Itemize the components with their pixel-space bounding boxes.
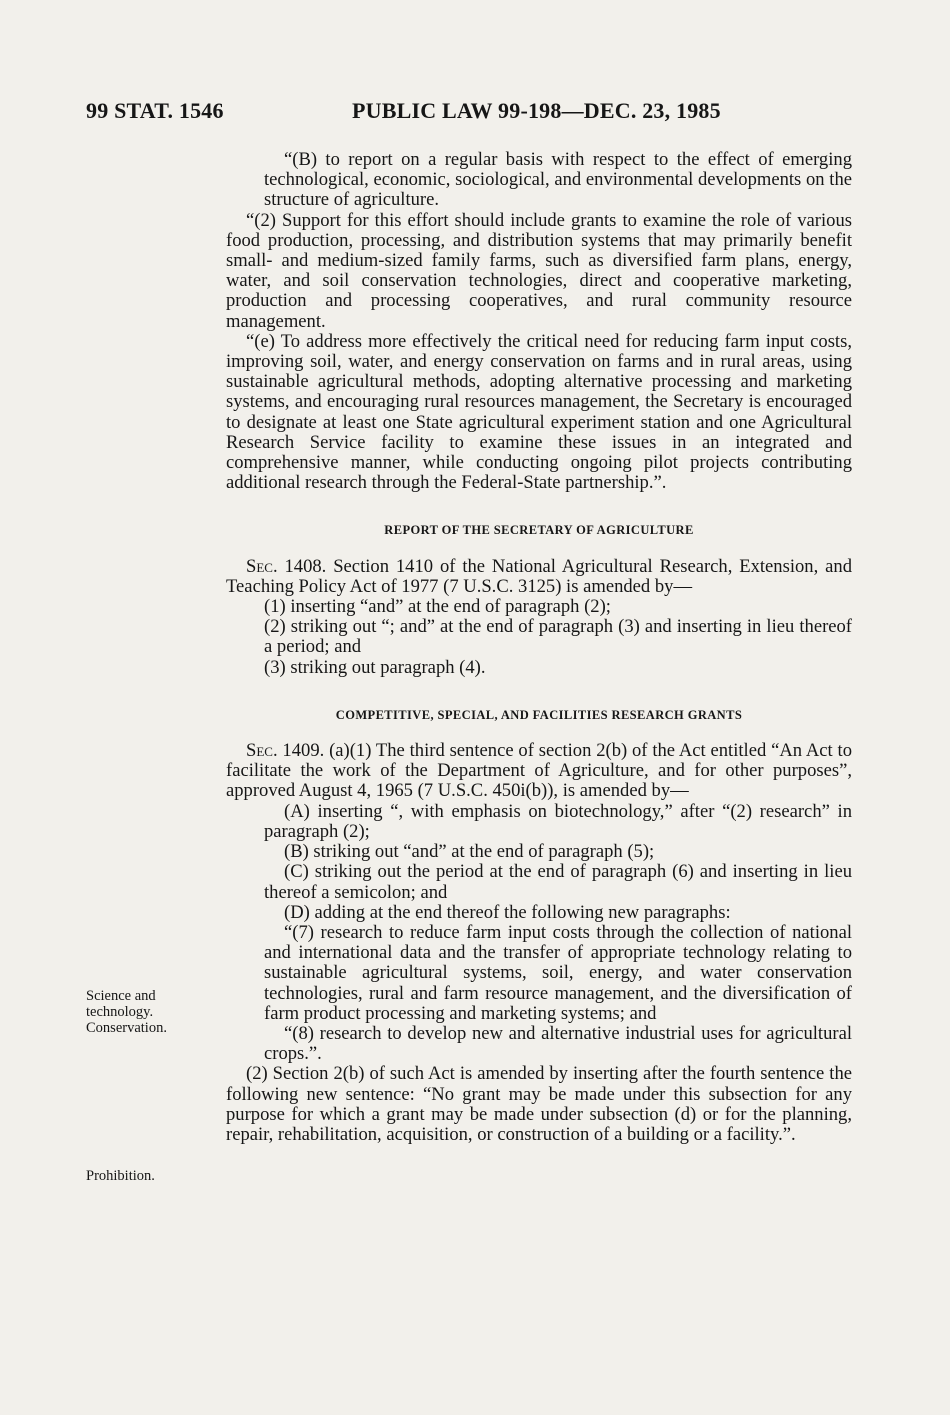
- body-text: [226, 150, 852, 1145]
- section-label: Sec.: [246, 555, 278, 577]
- running-header-title: PUBLIC LAW 99-198—DEC. 23, 1985: [352, 98, 721, 123]
- section-1409-heading: COMPETITIVE, SPECIAL, AND FACILITIES RESEARCH GRANTS: [335, 707, 743, 722]
- list-item: (3) striking out paragraph (4).: [264, 656, 486, 678]
- list-item: (C) striking out the period at the end of paragraph (6) and inserting in lieu thereof a semicolon; and: [264, 861, 852, 903]
- list-item: (A) inserting “, with emphasis on biotechnology,” after “(2) research” in paragraph (2);: [264, 800, 852, 842]
- paragraph-b: “(B) to report on a regular basis with respect to the effect of emerging technological, economic, sociological, and environmental developments on the structure of agriculture.: [264, 149, 852, 211]
- margin-note-science: [86, 988, 167, 1036]
- margin-note-prohibition: Prohibition.: [86, 1168, 155, 1184]
- margin-note-line: Conservation.: [86, 1020, 167, 1036]
- margin-note-line: Science and: [86, 988, 156, 1004]
- section-1408-intro: [226, 557, 852, 597]
- paragraph-2: “(2) Support for this effort should include grants to examine the role of various food production, processing, and distribution systems that may primarily benefit small- and medium-sized family farms, such as diversified farm plans, energy, water, and soil conservation technologies, direct and cooperative marketing, production and processing cooperatives, and rural community resource management.: [226, 209, 852, 332]
- section-1409-text: 1409. (a)(1) The third sentence of section 2(b) of the Act entitled “An Act to facilitate the work of the Department of Agriculture, and for other purposes”, approved August 4, 1965 (7 U.S.C. 450i(b)), is amended by—: [226, 740, 852, 802]
- section-1408-text: 1408. Section 1410 of the National Agricultural Research, Extension, and Teaching Policy Act of 1977 (7 U.S.C. 3125) is amended by—: [226, 555, 852, 597]
- list-item: “(7) research to reduce farm input costs through the collection of national and international data and the transfer of appropriate technology relating to sustainable agricultural systems, soil, energy, and water conservation technologies, rural and farm resource management, and the diversification of farm product processing and marketing systems; and: [264, 921, 852, 1024]
- paragraph-e: “(e) To address more effectively the critical need for reducing farm input costs, improving soil, water, and energy conservation on farms and in rural areas, using sustainable agricultural methods, adopting alternative processing and marketing systems, and encouraging rural resources management, the Secretary is encouraged to designate at least one State agricultural experiment station and one Agricultural Research Service facility to examine these issues in an integrated and comprehensive manner, while conducting ongoing pilot projects contributing additional research through the Federal-State partnership.”.: [226, 330, 852, 494]
- margin-note-line: technology.: [86, 1004, 154, 1020]
- list-item: (B) striking out “and” at the end of paragraph (5);: [284, 841, 655, 863]
- list-item: (D) adding at the end thereof the following new paragraphs:: [284, 901, 731, 923]
- section-1409-intro: [226, 741, 852, 802]
- statute-page-number: 99 STAT. 1546: [86, 98, 224, 123]
- section-1408-heading: REPORT OF THE SECRETARY OF AGRICULTURE: [384, 523, 694, 538]
- section-1409-paragraph-2: (2) Section 2(b) of such Act is amended by inserting after the fourth sentence the following new sentence: “No grant may be made under this subsection for any purpose for which a grant may be made under subsection (d) or for the planning, repair, rehabilitation, acquisition, or construction of a building or a facility.”.: [226, 1063, 852, 1145]
- list-item: (1) inserting “and” at the end of paragraph (2);: [264, 596, 611, 618]
- section-label: Sec.: [246, 740, 278, 762]
- list-item: (2) striking out “; and” at the end of paragraph (3) and inserting in lieu thereof a period; and: [264, 616, 852, 658]
- list-item: “(8) research to develop new and alternative industrial uses for agricultural crops.”.: [264, 1022, 852, 1065]
